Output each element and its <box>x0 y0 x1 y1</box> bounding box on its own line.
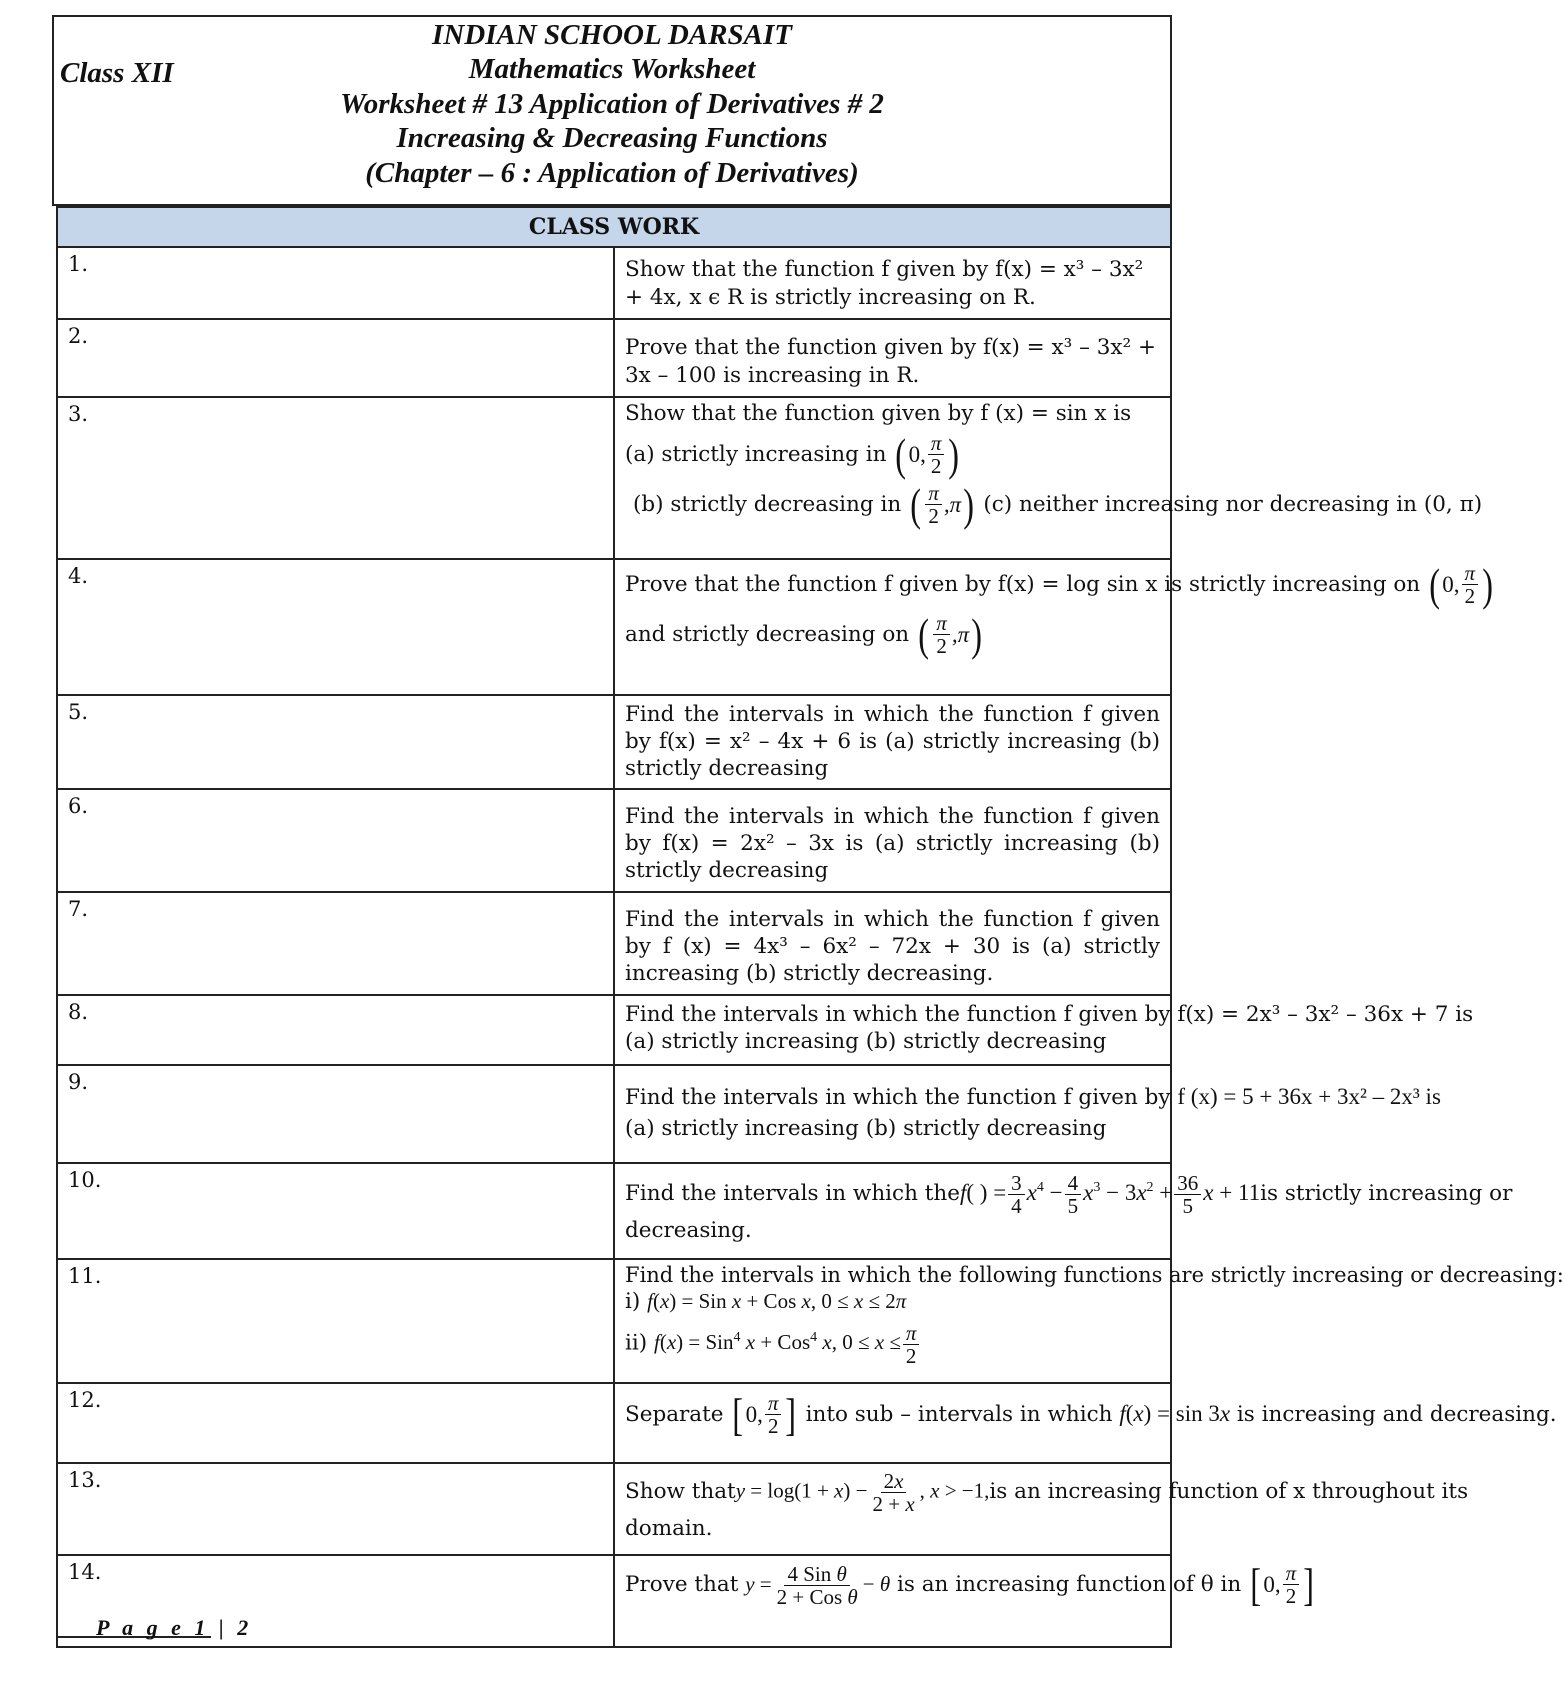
question-line <box>625 1558 1315 1610</box>
question-number: 10. <box>57 1163 614 1259</box>
question-number: 8. <box>57 995 614 1065</box>
question-number: 4. <box>57 559 614 695</box>
question-number: 3. <box>57 397 614 559</box>
question-text: is strictly increasing or <box>1260 1181 1513 1207</box>
question-line <box>625 1080 1441 1113</box>
question-row <box>57 1259 1171 1383</box>
function-expr: y = log(1 + x) − $\frac{2x}{2 + x}$ , x > −1, <box>735 1468 990 1516</box>
function-expr: y = $\frac{\text{4 Sin θ}}{\text{2 + Cos θ}}$ − θ <box>745 1562 891 1610</box>
question-cell <box>614 1383 1557 1463</box>
question-row <box>57 1463 1171 1555</box>
interval-expr: ( $\frac{\pi}{2}$ ,π ) <box>910 478 975 530</box>
question-cell <box>614 995 1474 1065</box>
question-number: 14. <box>57 1555 614 1647</box>
part-a-label: (a) strictly increasing in <box>625 441 887 467</box>
question-number: 11. <box>57 1259 614 1383</box>
question-row <box>57 397 1171 559</box>
classwork-table <box>56 206 1564 1648</box>
school-name: INDIAN SCHOOL DARSAIT <box>432 19 792 51</box>
question-row <box>57 995 1171 1065</box>
question-text: Find the intervals in which the function f given by f (x) = 4x³ – 6x² – 72x + 30 is (a) strictly increasing (b) strictly decreasing. <box>614 892 1171 995</box>
interval-expr: ( $\frac{\pi}{2}$ ,π ) <box>918 608 983 660</box>
question-number: 2. <box>57 319 614 397</box>
worksheet-title: Worksheet # 13 Application of Derivatives # 2 <box>340 88 884 120</box>
question-text: is increasing and decreasing. <box>1236 1401 1557 1427</box>
question-part-a <box>625 428 1160 480</box>
question-cell <box>614 1259 1564 1383</box>
question-row <box>57 559 1171 695</box>
question-text: Find the intervals in which the following functions are strictly increasing or decreasing: <box>625 1262 1564 1287</box>
question-number: 5. <box>57 695 614 790</box>
topic-title: Increasing & Decreasing Functions <box>396 122 828 154</box>
function-expr: f(x) = Sin$^4$ x + Cos$^4$ x, 0 ≤ x ≤ $\frac{\pi}{2}$ <box>654 1330 921 1354</box>
question-number: 6. <box>57 789 614 892</box>
question-text: Find the intervals in which the <box>625 1181 960 1207</box>
part-c-label: (c) neither increasing nor decreasing in (0, π) <box>983 491 1483 517</box>
question-number: 13. <box>57 1463 614 1555</box>
question-text: is an increasing function of x throughout its <box>989 1479 1469 1505</box>
interval-expr: ( 0, $\frac{\pi}{2}$ ) <box>895 428 960 480</box>
question-cell <box>614 1163 1513 1259</box>
interval-expr: [ 0, $\frac{\pi}{2}$ ] <box>1250 1558 1315 1610</box>
question-text: Separate <box>625 1401 724 1427</box>
class-label: Class XII <box>60 57 174 89</box>
interval-expr: [ 0, $\frac{\pi}{2}$ ] <box>732 1388 797 1440</box>
question-text: domain. <box>625 1515 713 1541</box>
sub-label: i) <box>625 1288 641 1314</box>
function-expr: f(x) = sin 3x <box>1119 1400 1231 1426</box>
function-expr: f(x) = Sin x + Cos x, 0 ≤ x ≤ 2π <box>647 1288 907 1313</box>
question-text: Find the intervals in which the function f given by <box>625 1084 1171 1110</box>
part-b-label: (b) strictly decreasing in <box>633 491 902 517</box>
question-line <box>625 1170 1513 1218</box>
worksheet-header <box>52 15 1172 206</box>
question-row <box>57 247 1171 319</box>
question-row <box>57 695 1171 790</box>
question-text: Find the intervals in which the function f given by f(x) = 2x² – 3x is (a) strictly increasing (b) strictly decreasing <box>614 789 1171 892</box>
question-text: decreasing. <box>625 1217 752 1243</box>
question-line <box>625 1468 1469 1516</box>
question-text: and strictly decreasing on <box>625 621 910 647</box>
section-title: CLASS WORK <box>57 207 1171 247</box>
subject-title: Mathematics Worksheet <box>468 53 756 85</box>
sub-question <box>625 1288 1160 1316</box>
question-number: 9. <box>57 1065 614 1163</box>
question-part-b <box>625 478 1483 530</box>
sub-label: ii) <box>625 1330 648 1356</box>
question-text: Show that the function given by f (x) = sin x is <box>625 400 1132 426</box>
question-line <box>625 608 1160 660</box>
question-text: (a) strictly increasing (b) strictly decreasing <box>625 1115 1107 1141</box>
question-line <box>625 558 1494 610</box>
page-number: P a g e 1 | 2 <box>96 1615 253 1640</box>
question-cell <box>614 1065 1441 1163</box>
question-row <box>57 892 1171 995</box>
question-number: 12. <box>57 1383 614 1463</box>
question-text: Show that the function f given by f(x) = x³ – 3x² + 4x, x ϵ R is strictly increasing on R. <box>614 247 1171 319</box>
page-footer <box>56 1615 253 1640</box>
question-number: 7. <box>57 892 614 995</box>
question-row <box>57 789 1171 892</box>
interval-expr: ( 0, $\frac{\pi}{2}$ ) <box>1429 558 1494 610</box>
question-text: Find the intervals in which the function f given by f(x) = 2x³ – 3x² – 36x + 7 is <box>625 1001 1474 1027</box>
question-text: into sub – intervals in which <box>805 1401 1113 1427</box>
question-number: 1. <box>57 247 614 319</box>
question-cell <box>614 558 1494 695</box>
sub-question <box>625 1322 1160 1367</box>
question-cell <box>614 1555 1315 1647</box>
function-expr: f( ) = $\frac{3}{4}$ $x^4$ − $\frac{4}{5}$ $x^3 - 3x^2$ + $\frac{36}{5}$ x + 11 <box>959 1170 1261 1218</box>
question-text: Prove that the function given by f(x) = x³ – 3x² + 3x – 100 is increasing in R. <box>614 319 1171 397</box>
question-text: Find the intervals in which the function f given by f(x) = x² – 4x + 6 is (a) strictly increasing (b) strictly decreasing <box>614 695 1171 790</box>
question-text: Prove that the function f given by f(x) = log sin x is strictly increasing on <box>625 571 1421 597</box>
question-row <box>57 319 1171 397</box>
question-row <box>57 1065 1171 1163</box>
chapter-title: (Chapter – 6 : Application of Derivatives) <box>365 157 859 189</box>
question-text: is an increasing function of θ in <box>896 1571 1242 1597</box>
question-text: Show that <box>625 1479 736 1505</box>
question-row <box>57 1383 1171 1463</box>
function-expr: f (x) = 5 + 36x + 3x² – 2x³ is <box>1177 1083 1441 1109</box>
question-row <box>57 1163 1171 1259</box>
question-line <box>625 1388 1557 1440</box>
question-cell <box>614 397 1483 559</box>
question-cell <box>614 1463 1469 1555</box>
question-text: (a) strictly increasing (b) strictly decreasing <box>625 1028 1107 1054</box>
question-text: Prove that <box>625 1571 739 1597</box>
